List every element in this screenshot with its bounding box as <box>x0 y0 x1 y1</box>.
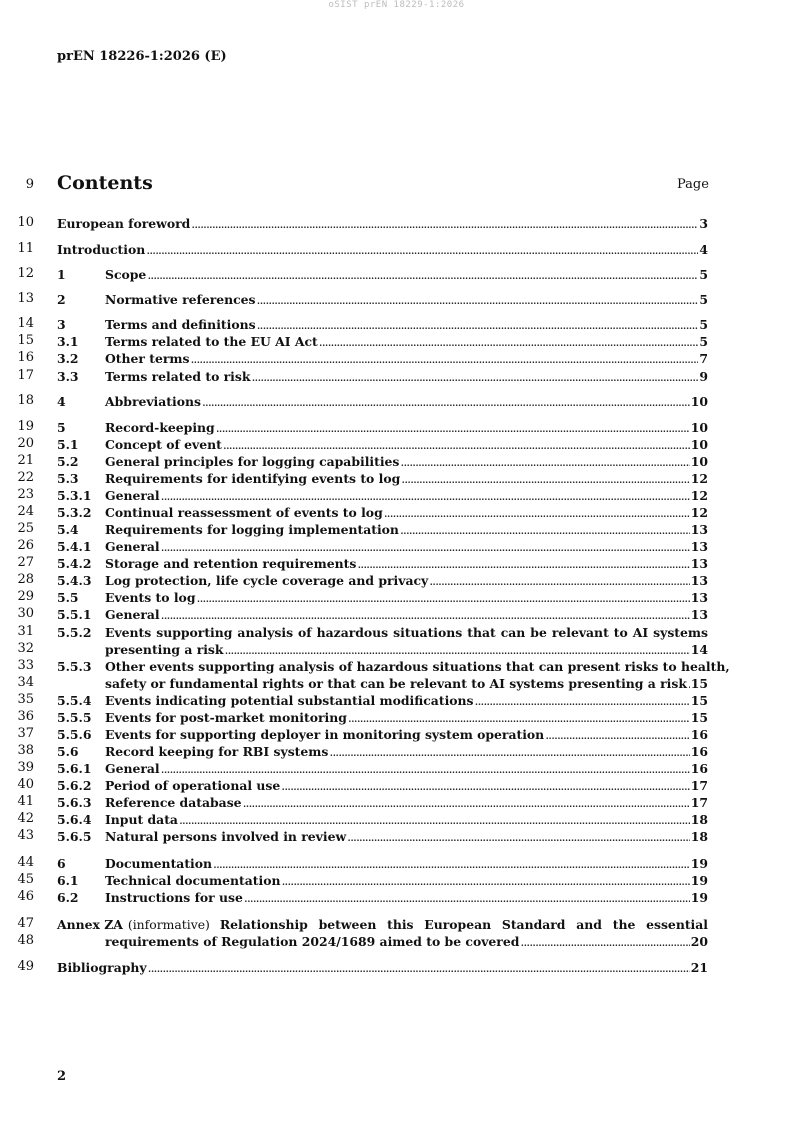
entry-title-continued: safety or fundamental rights or that can be relevant to AI systems presenting a risk <box>105 676 687 691</box>
section-number: 5.2 <box>57 454 79 469</box>
page-ref: 5 <box>699 334 708 349</box>
toc-entry[interactable] <box>57 241 708 258</box>
leader-dots <box>329 743 689 760</box>
toc-entry[interactable] <box>57 436 708 453</box>
page-ref: 13 <box>690 539 708 554</box>
entry-title: Events supporting analysis of hazardous situations that can be relevant to AI systems <box>105 625 708 640</box>
line-number: 33 <box>17 658 34 673</box>
leader-dots <box>213 855 690 872</box>
page-ref: 16 <box>690 727 708 742</box>
leader-dots <box>147 266 698 283</box>
page-ref: 13 <box>690 556 708 571</box>
toc-entry[interactable] <box>57 709 708 726</box>
toc-entry[interactable] <box>57 291 708 308</box>
section-number: 6 <box>57 856 66 871</box>
line-number: 41 <box>17 794 34 809</box>
entry-title: Events for supporting deployer in monitoring system operation <box>105 727 545 742</box>
toc-entry[interactable] <box>57 777 708 794</box>
toc-entry[interactable] <box>57 333 708 350</box>
entry-title: General principles for logging capabilities <box>105 454 400 469</box>
entry-title-continued: requirements of Regulation 2024/1689 aimed to be covered <box>105 934 520 949</box>
annex-label: Annex ZA <box>57 917 123 932</box>
page-ref: 13 <box>690 607 708 622</box>
leader-dots <box>281 777 690 794</box>
toc-entry[interactable] <box>57 760 708 777</box>
entry-title: Requirements for identifying events to log <box>105 471 401 486</box>
toc-entry[interactable] <box>57 589 708 606</box>
toc-entry[interactable] <box>57 419 708 436</box>
leader-dots <box>251 368 698 385</box>
line-number: 44 <box>17 855 34 870</box>
page-ref: 10 <box>690 420 708 435</box>
entry-title: Relationship between this European Standard and the essential <box>219 917 708 932</box>
entry-title: Storage and retention requirements <box>105 556 357 571</box>
entry-title: General <box>105 488 160 503</box>
toc-entry[interactable] <box>57 368 708 385</box>
section-number: 6.1 <box>57 873 79 888</box>
entry-title: Events for post-market monitoring <box>105 710 347 725</box>
leader-dots <box>347 828 690 845</box>
leader-dots <box>191 215 698 232</box>
section-number: 5.1 <box>57 437 79 452</box>
entry-title: Terms and definitions <box>105 317 256 332</box>
page-ref: 19 <box>690 890 708 905</box>
entry-title: Events indicating potential substantial modifications <box>105 693 474 708</box>
leader-dots <box>161 760 690 777</box>
toc-entry[interactable] <box>57 393 708 410</box>
entry-title: European foreword <box>57 216 191 231</box>
leader-dots <box>197 589 690 606</box>
toc-entry[interactable] <box>57 606 708 623</box>
page-ref: 15 <box>690 710 708 725</box>
section-number: 5.5.3 <box>57 659 92 674</box>
leader-dots <box>179 811 690 828</box>
entry-title: Terms related to risk <box>105 369 251 384</box>
section-number: 4 <box>57 394 66 409</box>
document-id: prEN 18226-1:2026 (E) <box>57 49 227 64</box>
line-number: 31 <box>17 624 34 639</box>
line-number: 17 <box>17 368 34 383</box>
toc-entry[interactable] <box>57 538 708 555</box>
line-number: 9 <box>25 177 34 192</box>
page-ref: 7 <box>699 351 708 366</box>
leader-dots <box>243 794 690 811</box>
page-ref: 9 <box>699 369 708 384</box>
line-number: 10 <box>17 215 34 230</box>
toc-entry[interactable] <box>57 624 708 658</box>
toc-entry[interactable] <box>57 555 708 572</box>
toc-entry[interactable] <box>57 266 708 283</box>
entry-title: Continual reassessment of events to log <box>105 505 383 520</box>
page-ref: 12 <box>690 471 708 486</box>
toc-entry[interactable] <box>57 487 708 504</box>
line-number: 45 <box>17 872 34 887</box>
annex-informative: (informative) <box>127 917 210 932</box>
section-number: 5.5.4 <box>57 693 92 708</box>
line-number: 36 <box>17 709 34 724</box>
section-number: 6.2 <box>57 890 79 905</box>
leader-dots <box>357 555 689 572</box>
entry-title: Technical documentation <box>105 873 281 888</box>
line-number: 40 <box>17 777 34 792</box>
leader-dots <box>161 538 690 555</box>
line-number: 24 <box>17 504 34 519</box>
page-ref: 18 <box>690 829 708 844</box>
section-number: 5.3.1 <box>57 488 92 503</box>
line-number: 16 <box>17 350 34 365</box>
line-number: 20 <box>17 436 34 451</box>
section-number: 5.5.2 <box>57 625 92 640</box>
entry-title: Bibliography <box>57 960 147 975</box>
entry-title: Log protection, life cycle coverage and privacy <box>105 573 429 588</box>
toc-entry[interactable] <box>57 811 708 828</box>
line-number: 12 <box>17 266 34 281</box>
leader-dots <box>319 333 699 350</box>
section-number: 5.5.1 <box>57 607 92 622</box>
line-number: 15 <box>17 333 34 348</box>
toc-entry[interactable] <box>57 743 708 760</box>
toc-entry[interactable] <box>57 855 708 872</box>
page-column-header: Page <box>677 177 709 192</box>
entry-title: Instructions for use <box>105 890 243 905</box>
page-ref: 3 <box>699 216 708 231</box>
section-number: 3.2 <box>57 351 79 366</box>
leader-dots <box>257 291 699 308</box>
leader-dots <box>545 726 690 743</box>
section-number: 5.6.5 <box>57 829 92 844</box>
section-number: 5.4.3 <box>57 573 92 588</box>
leader-dots <box>216 419 690 436</box>
line-number: 19 <box>17 419 34 434</box>
entry-title: Other terms <box>105 351 190 366</box>
page-ref: 18 <box>690 812 708 827</box>
entry-title: Period of operational use <box>105 778 281 793</box>
section-number: 3.1 <box>57 334 79 349</box>
line-number: 23 <box>17 487 34 502</box>
line-number: 11 <box>17 241 34 256</box>
page-ref: 16 <box>690 744 708 759</box>
toc-entry[interactable] <box>57 726 708 743</box>
line-number: 49 <box>17 959 34 974</box>
section-number: 5 <box>57 420 66 435</box>
line-number: 18 <box>17 393 34 408</box>
line-number: 43 <box>17 828 34 843</box>
leader-dots <box>146 241 698 258</box>
page-ref: 5 <box>699 317 708 332</box>
entry-title: Natural persons involved in review <box>105 829 347 844</box>
leader-dots <box>520 933 689 950</box>
toc-entry[interactable] <box>57 521 708 538</box>
line-number: 37 <box>17 726 34 741</box>
page-ref: 15 <box>690 676 708 691</box>
toc-entry[interactable] <box>57 350 708 367</box>
section-number: 3 <box>57 317 66 332</box>
leader-dots <box>244 889 690 906</box>
leader-dots <box>148 959 690 976</box>
section-number: 5.6.4 <box>57 812 92 827</box>
toc-entry[interactable] <box>57 658 730 692</box>
section-number: 5.4.1 <box>57 539 92 554</box>
line-number: 25 <box>17 521 34 536</box>
entry-title: Abbreviations <box>105 394 201 409</box>
page-ref: 13 <box>690 522 708 537</box>
entry-title: Normative references <box>105 292 256 307</box>
page-ref: 5 <box>699 292 708 307</box>
line-number: 38 <box>17 743 34 758</box>
page-ref: 4 <box>699 242 708 257</box>
entry-title: Other events supporting analysis of hazardous situations that can present risks to health, <box>105 659 730 674</box>
page-ref: 12 <box>690 505 708 520</box>
section-number: 5.3.2 <box>57 505 92 520</box>
leader-dots <box>161 487 690 504</box>
line-number: 22 <box>17 470 34 485</box>
section-number: 1 <box>57 267 66 282</box>
toc-entry[interactable] <box>57 215 708 232</box>
leader-dots <box>429 572 690 589</box>
toc-entry[interactable] <box>57 572 708 589</box>
toc-entry[interactable] <box>57 453 708 470</box>
page-ref: 17 <box>690 795 708 810</box>
leader-dots <box>202 393 690 410</box>
leader-dots <box>223 436 690 453</box>
entry-title: Events to log <box>105 590 196 605</box>
page-ref: 16 <box>690 761 708 776</box>
line-number: 29 <box>17 589 34 604</box>
entry-title: Requirements for logging implementation <box>105 522 399 537</box>
section-number: 5.6.3 <box>57 795 92 810</box>
leader-dots <box>348 709 690 726</box>
line-number: 28 <box>17 572 34 587</box>
page-ref: 17 <box>690 778 708 793</box>
line-number: 30 <box>17 606 34 621</box>
section-number: 5.4 <box>57 522 79 537</box>
toc-entry[interactable] <box>57 470 708 487</box>
section-number: 5.6.2 <box>57 778 92 793</box>
leader-dots <box>401 470 689 487</box>
page-ref: 10 <box>690 454 708 469</box>
leader-dots <box>190 350 698 367</box>
leader-dots <box>400 453 689 470</box>
leader-dots <box>475 692 690 709</box>
section-number: 5.3 <box>57 471 79 486</box>
leader-dots <box>161 606 690 623</box>
entry-title: Introduction <box>57 242 146 257</box>
entry-title: General <box>105 607 160 622</box>
page-ref: 20 <box>690 934 708 949</box>
section-number: 2 <box>57 292 66 307</box>
toc-entry[interactable] <box>57 794 708 811</box>
line-number: 14 <box>17 316 34 331</box>
entry-title: Record-keeping <box>105 420 215 435</box>
section-number: 5.5.6 <box>57 727 92 742</box>
toc-entry[interactable] <box>57 316 708 333</box>
section-number: 5.4.2 <box>57 556 92 571</box>
line-number: 27 <box>17 555 34 570</box>
line-number: 46 <box>17 889 34 904</box>
watermark: oSIST prEN 18229-1:2026 <box>328 0 465 10</box>
page-ref: 10 <box>690 394 708 409</box>
page-number: 2 <box>57 1069 67 1084</box>
toc-entry[interactable] <box>57 692 708 709</box>
page-ref: 12 <box>690 488 708 503</box>
section-number: 5.5.5 <box>57 710 92 725</box>
section-number: 5.5 <box>57 590 79 605</box>
line-number: 35 <box>17 692 34 707</box>
leader-dots <box>281 872 689 889</box>
section-number: 3.3 <box>57 369 79 384</box>
page-ref: 14 <box>690 642 708 657</box>
entry-title: General <box>105 761 160 776</box>
section-number: 5.6.1 <box>57 761 92 776</box>
page-ref: 15 <box>690 693 708 708</box>
toc-entry-bibliography[interactable] <box>57 959 708 976</box>
line-number: 42 <box>17 811 34 826</box>
leader-dots <box>400 521 690 538</box>
toc-entry[interactable] <box>57 872 708 889</box>
line-number: 32 <box>17 641 34 656</box>
page-ref: 19 <box>690 856 708 871</box>
entry-title: Scope <box>105 267 147 282</box>
leader-dots <box>257 316 699 333</box>
toc-entry-annex[interactable] <box>57 916 708 950</box>
line-number: 47 <box>17 916 34 931</box>
leader-dots <box>225 641 690 658</box>
page-ref: 10 <box>690 437 708 452</box>
toc-entry[interactable] <box>57 504 708 521</box>
page-ref: 5 <box>699 267 708 282</box>
entry-title: Input data <box>105 812 178 827</box>
contents-title: Contents <box>57 172 153 194</box>
page-ref: 19 <box>690 873 708 888</box>
leader-dots <box>384 504 690 521</box>
entry-title: General <box>105 539 160 554</box>
line-number: 39 <box>17 760 34 775</box>
toc-entry[interactable] <box>57 889 708 906</box>
page-ref: 21 <box>690 960 708 975</box>
page-ref: 13 <box>690 590 708 605</box>
entry-title: Record keeping for RBI systems <box>105 744 329 759</box>
line-number: 26 <box>17 538 34 553</box>
line-number: 13 <box>17 291 34 306</box>
entry-title-continued: presenting a risk <box>105 642 224 657</box>
line-number: 34 <box>17 675 34 690</box>
toc-entry[interactable] <box>57 828 708 845</box>
page-ref: 13 <box>690 573 708 588</box>
line-number: 48 <box>17 933 34 948</box>
entry-title: Concept of event <box>105 437 222 452</box>
leader-dots <box>688 675 690 692</box>
entry-title: Terms related to the EU AI Act <box>105 334 318 349</box>
entry-title: Documentation <box>105 856 213 871</box>
section-number: 5.6 <box>57 744 79 759</box>
entry-title: Reference database <box>105 795 242 810</box>
line-number: 21 <box>17 453 34 468</box>
